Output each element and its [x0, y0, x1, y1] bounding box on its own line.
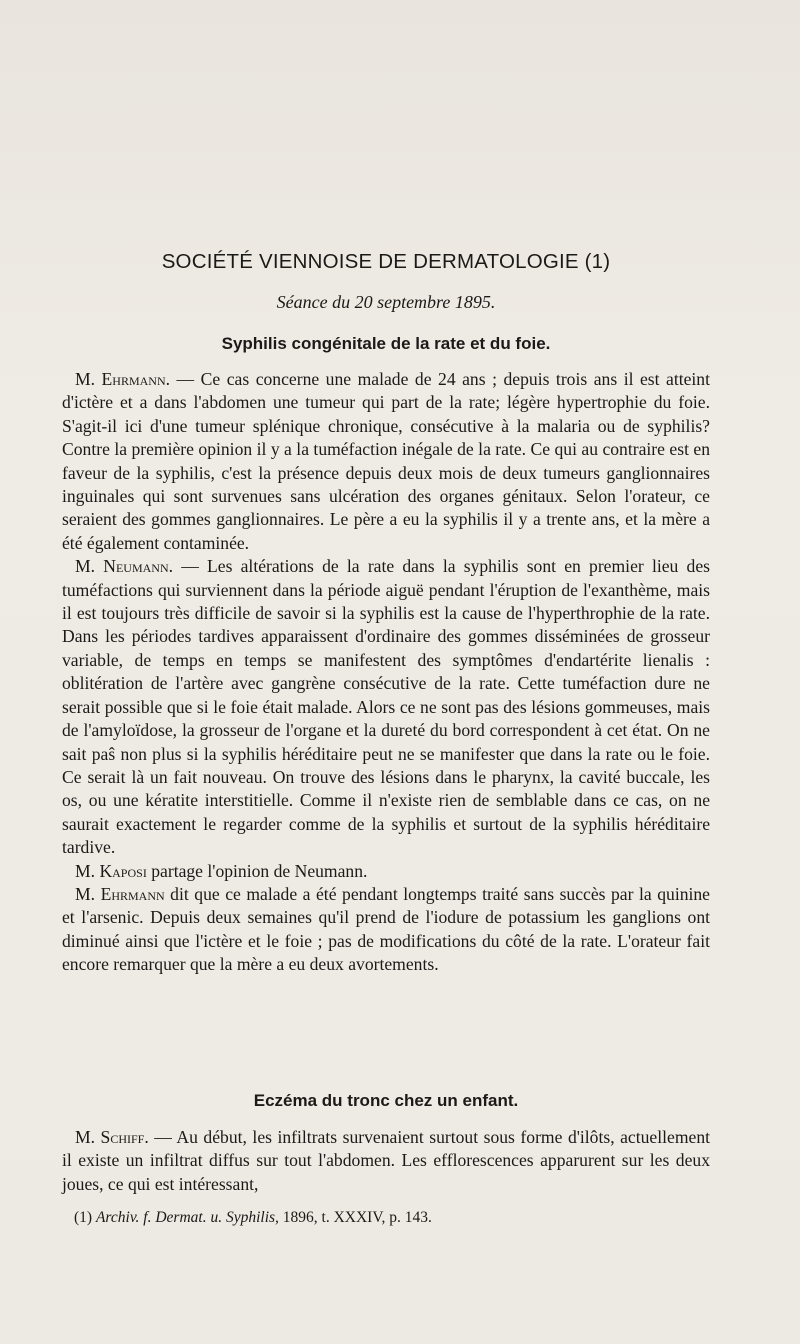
paragraph-text: — Ce cas concerne une malade de 24 ans ; depuis trois ans il est atteint d'ictère et a dans l'abdomen une tumeur qui part de la rate; légère hypertrophie du foie. S'agit-il ici d'une tumeur splénique chronique, consécutive à la malaria ou de syphilis? Contre la première opinion il y a la tuméfaction inégale de la rate. Ce qui au contraire est en faveur de la syphilis, c'est la présence depuis deux mois de deux tumeurs ganglionnaires inguinales qui sont survenues sans ulcération des organes génitaux. Selon l'orateur, ce seraient des gommes ganglionnaires. Le père a eu la syphilis il y a trente ans, et la mère a été également contaminée. [62, 369, 710, 553]
speaker-name: M. Neumann. [75, 556, 174, 577]
paragraph-text: — Les altérations de la rate dans la syphilis sont en premier lieu des tuméfactions qui surviennent dans la période aiguë pendant l'éruption de l'exanthème, mais il est toujours très difficile de savoir si la syphilis est la cause de l'hyperthrophie de la rate. Dans les périodes tardives apparaissent d'ordinaire des gommes disséminées de grosseur variable, de temps en temps se manifestent des symptômes d'endartérite lienalis : oblitération de l'artère avec gangrène consécutive de la rate. Cette tuméfaction dure ne serait possible que si le foie était malade. Alors ce ne sont pas des lésions gommeuses, mais de l'amyloïdose, la grosseur de l'organe et la dureté du bord correspondent à cet état. On ne sait paŝ non plus si la syphilis héréditaire peut ne se manifester que dans la rate ou le foie. Ce serait là un fait nouveau. On trouve des lésions dans le pharynx, la cavité buccale, les os, ou une kératite interstitielle. Comme il n'existe rien de semblable dans ce cas, on ne saurait exactement le regarder comme de la syphilis et surtout de la syphilis héréditaire tardive. [62, 556, 710, 858]
section-heading: Syphilis congénitale de la rate et du foie. [221, 334, 551, 353]
paragraph-text: partage l'opinion de Neumann. [146, 860, 368, 881]
section-body [62, 1126, 710, 1196]
section-body [62, 368, 710, 977]
paragraph [62, 1126, 710, 1196]
footnote-citation: Archiv. f. Dermat. u. Syphilis, [95, 1209, 279, 1226]
footnote [74, 1209, 710, 1227]
show-through-text [40, 70, 760, 226]
paragraph [62, 883, 710, 977]
paragraph [62, 555, 710, 859]
footnote-marker: (1) [74, 1209, 96, 1226]
paragraph [62, 860, 710, 883]
section-heading: Eczéma du tronc chez un enfant. [253, 1091, 519, 1110]
paragraph-text: — Au début, les infiltrats survenaient surtout sous forme d'ilôts, actuellement il existe un infiltrat diffus sur tout l'abdomen. Les efflorescences apparurent sur les deux joues, ce qui est intéressant, [62, 1127, 711, 1194]
page-title: SOCIÉTÉ VIENNOISE DE DERMATOLOGIE (1) [161, 250, 611, 273]
paragraph [62, 368, 710, 555]
speaker-name: M. Kaposi [75, 860, 147, 881]
paragraph-text: dit que ce malade a été pendant longtemps traité sans succès par la quinine et l'arsenic. Depuis deux semaines qu'il prend de l'iodure de potassium les ganglions ont diminué ainsi que l'ictère et le foie ; pas de modifications du côté de la rate. L'orateur fait encore remarquer que la mère a eu deux avortements. [62, 883, 710, 975]
footnote-reference: 1896, t. XXXIV, p. 143. [278, 1209, 432, 1226]
speaker-name: M. Schiff. [75, 1127, 149, 1147]
session-date: Séance du 20 septembre 1895. [276, 292, 496, 312]
speaker-name: M. Ehrmann. [75, 369, 171, 389]
speaker-name: M. Ehrmann [75, 883, 165, 904]
